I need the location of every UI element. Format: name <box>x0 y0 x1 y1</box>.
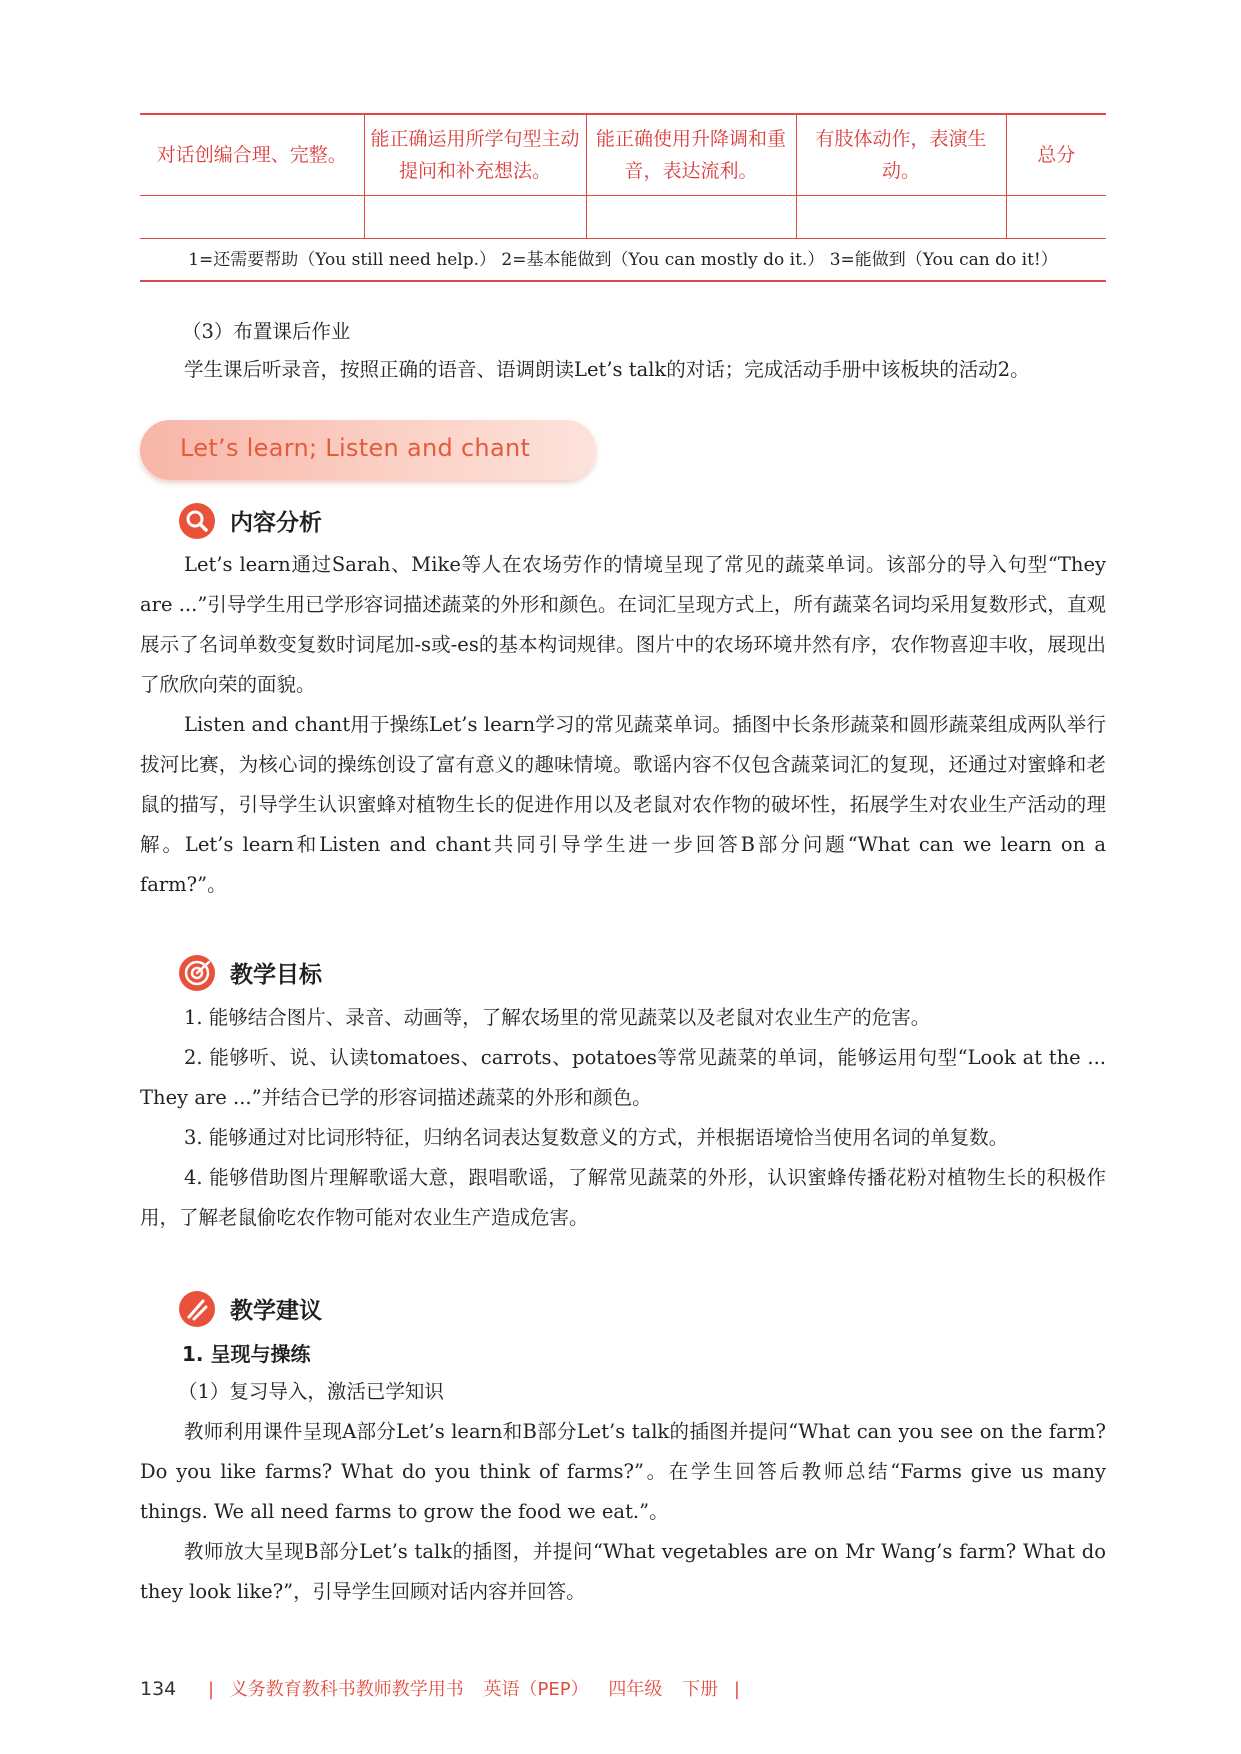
rubric-criterion: 能正确运用所学句型主动提问和补充想法。 <box>364 114 586 196</box>
page-number: 134 <box>140 1678 177 1700</box>
footer-subject: 英语（PEP） <box>483 1679 589 1700</box>
page-footer <box>140 1675 750 1701</box>
footer-divider: | <box>208 1679 215 1700</box>
section-banner <box>140 420 596 480</box>
footer-divider: | <box>733 1679 740 1700</box>
goal-item-2: 2. 能够听、说、认读tomatoes、carrots、potatoes等常见蔬菜的单词，能够运用句型“Look at the ... They are ...”并结合已学的形容词描述蔬菜的外形和颜色。 <box>140 1046 1106 1109</box>
rubric-criterion: 有肢体动作，表演生动。 <box>796 114 1006 196</box>
suggestions-paragraph-1: 教师利用课件呈现A部分Let’s learn和B部分Let’s talk的插图并提问“What can you see on the farm? Do you like farms? What do you think of farms?”。在学生回答后教师总结“Farms give us many things. We all need farms to grow the food we eat.”。 <box>140 1420 1106 1523</box>
footer-volume: 下册 <box>682 1679 719 1700</box>
analysis-paragraph-2: Listen and chant用于操练Let’s learn学习的常见蔬菜单词。插图中长条形蔬菜和圆形蔬菜组成两队举行拔河比赛，为核心词的操练创设了富有意义的趣味情境。歌谣内容不仅包含蔬菜词汇的复现，还通过对蜜蜂和老鼠的描写，引导学生认识蜜蜂对植物生长的促进作用以及老鼠对农作物的破坏性，拓展学生对农业生产活动的理解。Let’s learn和Listen and chant共同引导学生进一步回答B部分问题“What can we learn on a farm?”。 <box>140 713 1106 896</box>
goal-item-4: 4. 能够借助图片理解歌谣大意，跟唱歌谣，了解常见蔬菜的外形，认识蜜蜂传播花粉对植物生长的积极作用，了解老鼠偷吃农作物可能对农业生产造成危害。 <box>140 1166 1106 1229</box>
rubric-score-cell <box>364 196 586 239</box>
analysis-title: 内容分析 <box>230 510 322 536</box>
rubric-score-cell <box>1006 196 1106 239</box>
banner-label: Let’s learn; Listen and chant <box>180 434 531 462</box>
suggestions-step: （1）复习导入，激活已学知识 <box>178 1380 444 1403</box>
homework-text: 学生课后听录音，按照正确的语音、语调朗读Let’s talk的对话；完成活动手册中该板块的活动2。 <box>184 358 1030 381</box>
footer-grade: 四年级 <box>608 1679 663 1700</box>
rubric-total: 总分 <box>1006 114 1106 196</box>
footer-book-title: 义务教育教科书教师教学用书 <box>229 1679 464 1700</box>
goal-item-3: 3. 能够通过对比词形特征，归纳名词表达复数意义的方式，并根据语境恰当使用名词的单复数。 <box>184 1126 1009 1149</box>
rubric-score-cell <box>586 196 796 239</box>
goals-title: 教学目标 <box>230 962 322 988</box>
rubric-criterion: 对话创编合理、完整。 <box>140 114 364 196</box>
pencil-icon <box>178 1290 216 1328</box>
target-icon <box>178 954 216 992</box>
rubric-scale: 1=还需要帮助（You still need help.） 2=基本能做到（You can mostly do it.） 3=能做到（You can do it!） <box>140 239 1106 282</box>
suggestions-subheading: 1. 呈现与操练 <box>182 1342 311 1366</box>
suggestions-paragraph-2: 教师放大呈现B部分Let’s talk的插图，并提问“What vegetables are on Mr Wang’s farm? What do they look like?”，引导学生回顾对话内容并回答。 <box>140 1540 1106 1603</box>
homework-heading: （3）布置课后作业 <box>182 320 351 343</box>
rubric-score-cell <box>796 196 1006 239</box>
goal-item-1: 1. 能够结合图片、录音、动画等，了解农场里的常见蔬菜以及老鼠对农业生产的危害。 <box>184 1006 931 1029</box>
magnifier-icon <box>178 502 216 540</box>
analysis-paragraph-1: Let’s learn通过Sarah、Mike等人在农场劳作的情境呈现了常见的蔬菜单词。该部分的导入句型“They are ...”引导学生用已学形容词描述蔬菜的外形和颜色。在词汇呈现方式上，所有蔬菜名词均采用复数形式，直观展示了名词单数变复数时词尾加-s或-es的基本构词规律。图片中的农场环境井然有序，农作物喜迎丰收，展现出了欣欣向荣的面貌。 <box>140 553 1106 696</box>
rubric-table <box>140 113 1106 282</box>
rubric-criterion: 能正确使用升降调和重音，表达流利。 <box>586 114 796 196</box>
rubric-score-cell <box>140 196 364 239</box>
suggestions-title: 教学建议 <box>230 1298 322 1324</box>
